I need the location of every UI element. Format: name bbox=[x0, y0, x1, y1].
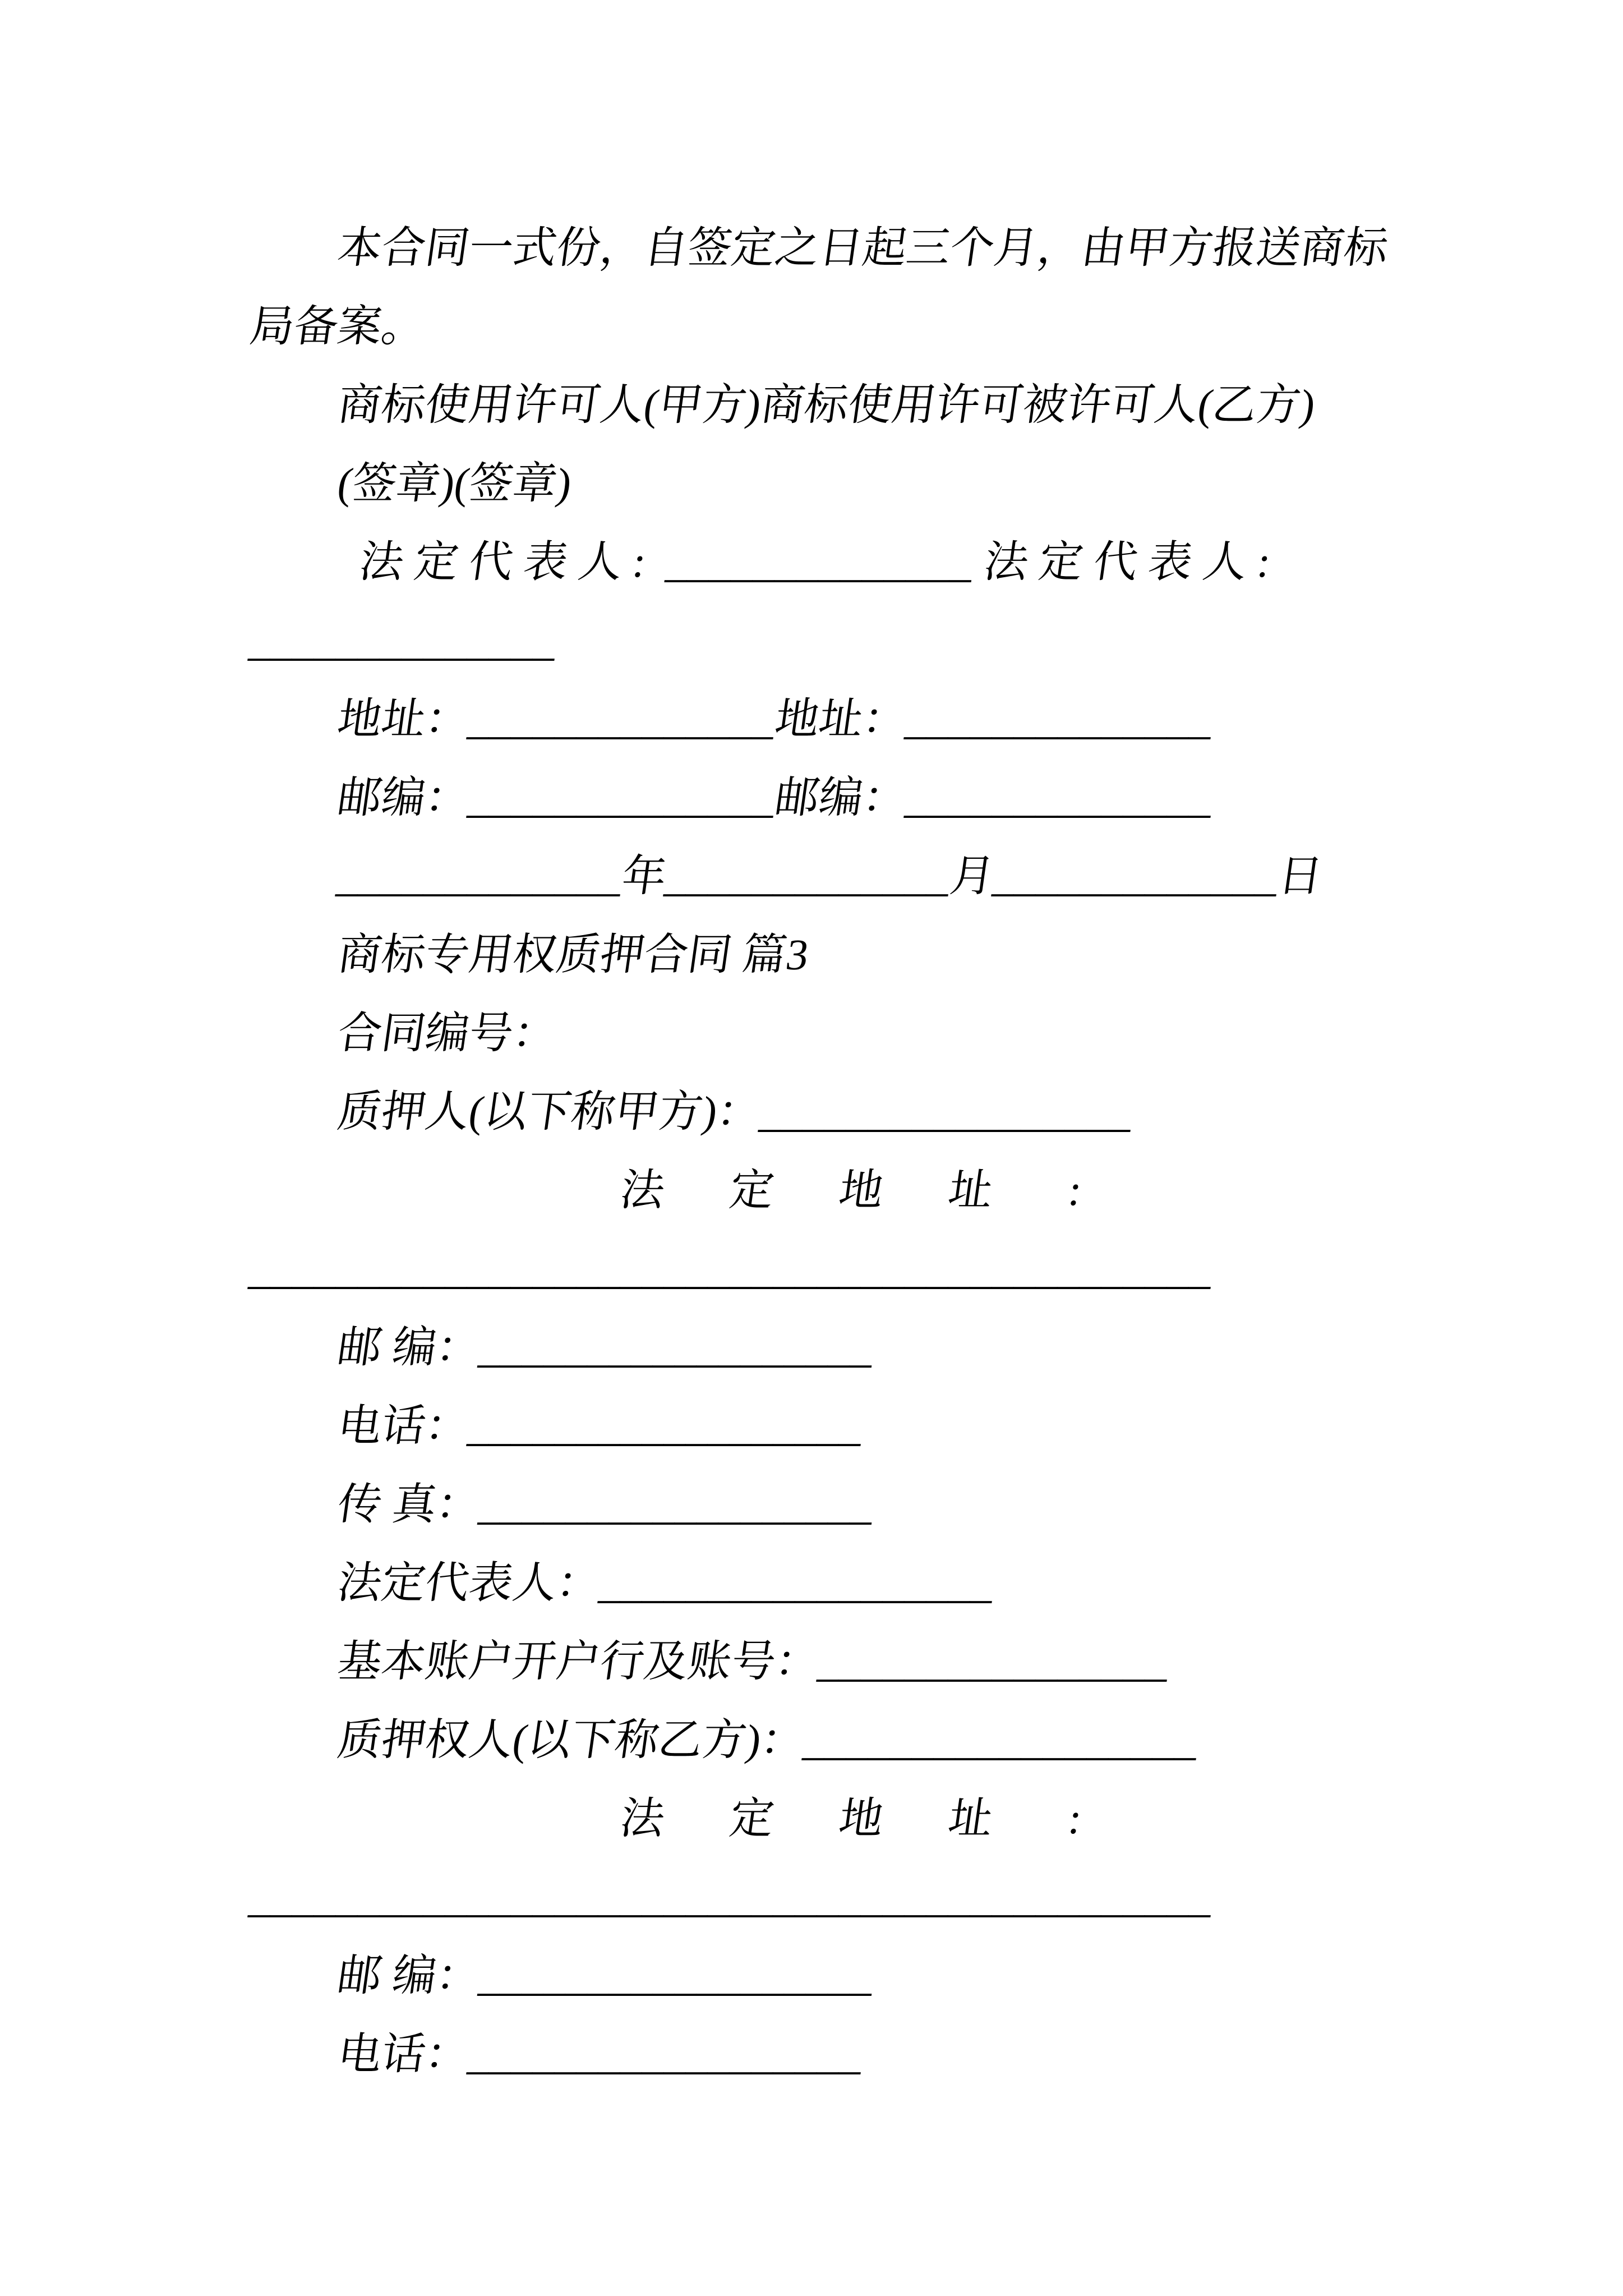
line-phone-a: 电话：__________________ bbox=[334, 1401, 867, 1450]
line-phone-b: 电话：__________________ bbox=[334, 2030, 867, 2078]
line-postcode-pair: 邮编：______________邮编：______________ bbox=[334, 773, 1217, 822]
line-fax-a: 传 真：__________________ bbox=[334, 1480, 878, 1529]
line-legal-rep-a: 法定代表人：__________________ bbox=[334, 1558, 998, 1607]
line-legal-address-b-blank: ____________________________________________ bbox=[247, 1872, 1217, 1921]
line-legal-address-b: 法 定 地 址 : bbox=[617, 1794, 1085, 1843]
line-licensor-licensee: 商标使用许可人(甲方)商标使用许可被许可人(乙方) bbox=[334, 380, 1318, 429]
line-address-pair: 地址：______________地址：______________ bbox=[334, 694, 1217, 743]
document-text-block bbox=[245, 209, 1423, 2093]
line-body-filing-start: 本合同一式份，自签定之日起三个月，由甲方报送商标 bbox=[334, 223, 1392, 272]
line-legal-rep-pair: 法 定 代 表 人 : ______________ 法 定 代 表 人 : bbox=[334, 537, 1274, 586]
line-seal-labels: (签章)(签章) bbox=[334, 459, 575, 508]
line-legal-address-a-blank: ____________________________________________ bbox=[247, 1244, 1217, 1293]
line-bank-account-a: 基本账户开户行及账号：________________ bbox=[334, 1637, 1173, 1686]
line-pledgee: 质押权人(以下称乙方)：__________________ bbox=[334, 1715, 1202, 1764]
line-pledgor: 质押人(以下称甲方)：_________________ bbox=[334, 1087, 1136, 1136]
line-body-filing-end: 局备案。 bbox=[247, 302, 430, 351]
line-postcode-a: 邮 编：__________________ bbox=[334, 1323, 878, 1372]
line-legal-rep-blank: ______________ bbox=[247, 616, 561, 665]
line-contract-number: 合同编号： bbox=[334, 1009, 561, 1057]
line-legal-address-a: 法 定 地 址 : bbox=[617, 1166, 1085, 1214]
line-heading-pledge-contract-3: 商标专用权质押合同 篇3 bbox=[334, 930, 812, 979]
line-date-blank: _____________年_____________月_____________日 bbox=[334, 852, 1326, 900]
line-postcode-b: 邮 编：__________________ bbox=[334, 1951, 878, 2000]
